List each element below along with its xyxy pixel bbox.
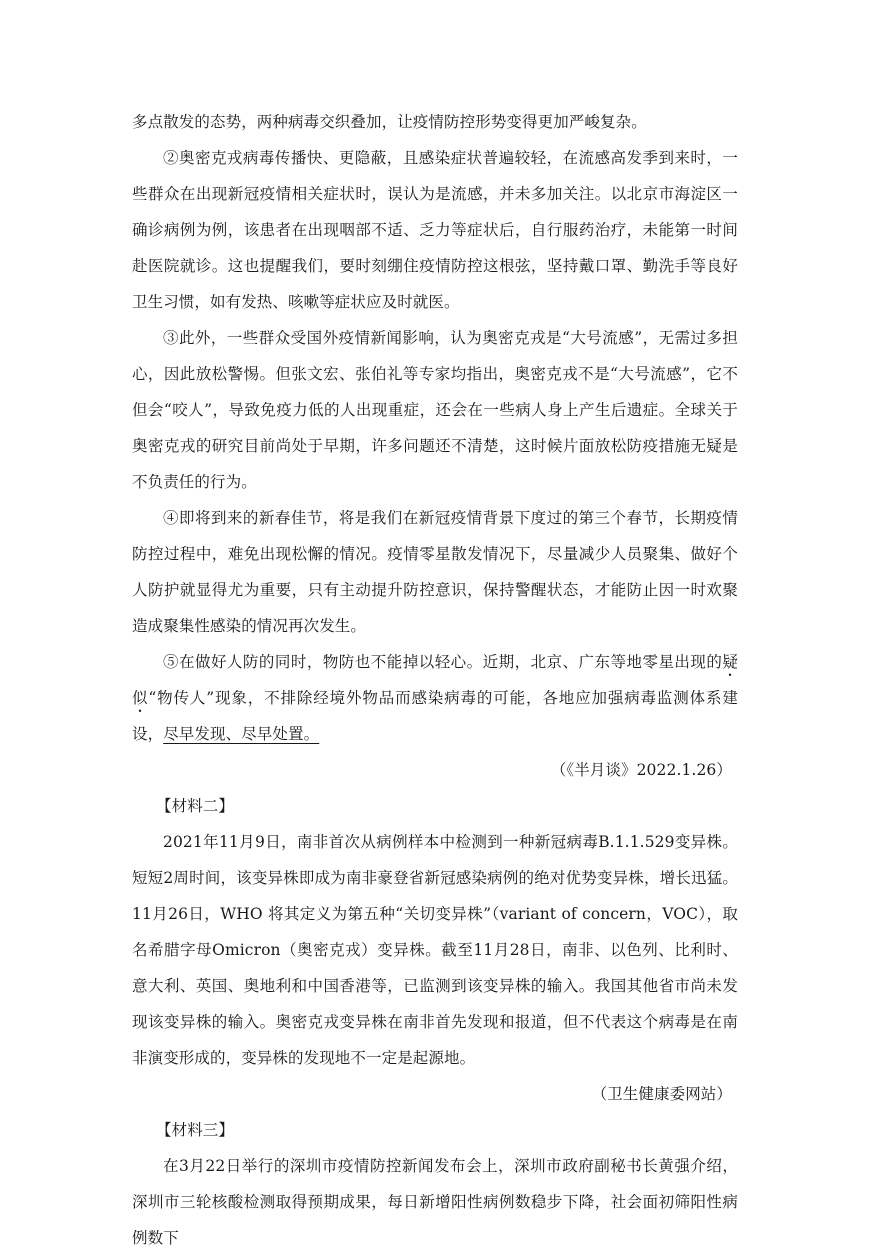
- paragraph-5-text-a: ⑤在做好人防的同时，物防也不能掉以轻心。近期，北京、广东等地零星出现的: [163, 653, 723, 671]
- document-page: [132, 104, 738, 1256]
- underlined-phrase: 尽早发现、尽早处置。: [163, 725, 320, 743]
- material-3-body: 在3月22日举行的深圳市疫情防控新闻发布会上，深圳市政府副秘书长黄强介绍，深圳市三轮核酸检测取得预期成果，每日新增阳性病例数稳步下降，社会面初筛阳性病例数下: [132, 1157, 738, 1247]
- material-2-body: 2021年11月9日，南非首次从病例样本中检测到一种新冠病毒B.1.1.529变异株。短短2周时间，该变异株即成为南非豪登省新冠感染病例的绝对优势变异株，增长迅猛。11月26日，WHO 将其定义为第五种“关切变异株”（variant of concern，VOC），取名希腊字母Omicron（奥密克戎）变异株。截至11月28日，南非、以色列、比利时、意大利、英国、奥地利和中国香港等，已监测到该变异株的输入。我国其他省市尚未发现该变异株的输入。奥密克戎变异株在南非首先发现和报道，但不代表这个病毒是在南非演变形成的，变异株的发现地不一定是起源地。: [132, 833, 738, 1067]
- paragraph-continued: 多点散发的态势，两种病毒交织叠加，让疫情防控形势变得更加严峻复杂。: [132, 113, 647, 131]
- material-3-heading: 【材料三】: [156, 1121, 235, 1139]
- paragraph-2: ②奥密克戎病毒传播快、更隐蔽，且感染症状普遍较轻，在流感高发季到来时，一些群众在出现新冠疫情相关症状时，误认为是流感，并未多加关注。以北京市海淀区一确诊病例为例，该患者在出现咽部不适、乏力等症状后，自行服药治疗，未能第一时间赴医院就诊。这也提醒我们，要时刻绷住疫情防控这根弦，坚持戴口罩、勤洗手等良好卫生习惯，如有发热、咳嗽等症状应及时就医。: [132, 149, 738, 311]
- paragraph-3: ③此外，一些群众受国外疫情新闻影响，认为奥密克戎是“大号流感”，无需过多担心，因此放松警惕。但张文宏、张伯礼等专家均指出，奥密克戎不是“大号流感”，它不但会“咬人”，导致免疫力低的人出现重症，还会在一些病人身上产生后遗症。全球关于奥密克戎的研究目前尚处于早期，许多问题还不清楚，这时候片面放松防疫措施无疑是不负责任的行为。: [132, 329, 738, 491]
- paragraph-5-text-b: “物传人”现象，不排除经境外物品而感染病毒的可能，各地应加强病毒监测体系建设，: [132, 689, 738, 743]
- material-2-heading: 【材料二】: [156, 797, 235, 815]
- source-citation-1: （《半月谈》2022.1.26）: [550, 761, 732, 779]
- source-citation-2: （卫生健康委网站）: [591, 1085, 732, 1103]
- dotted-word: 疑似: [132, 653, 738, 707]
- paragraph-4: ④即将到来的新春佳节，将是我们在新冠疫情背景下度过的第三个春节，长期疫情防控过程中，难免出现松懈的情况。疫情零星散发情况下，尽量减少人员聚集、做好个人防护就显得尤为重要，只有主动提升防控意识，保持警醒状态，才能防止因一时欢聚造成聚集性感染的情况再次发生。: [132, 509, 738, 635]
- paragraph-5: [132, 644, 738, 752]
